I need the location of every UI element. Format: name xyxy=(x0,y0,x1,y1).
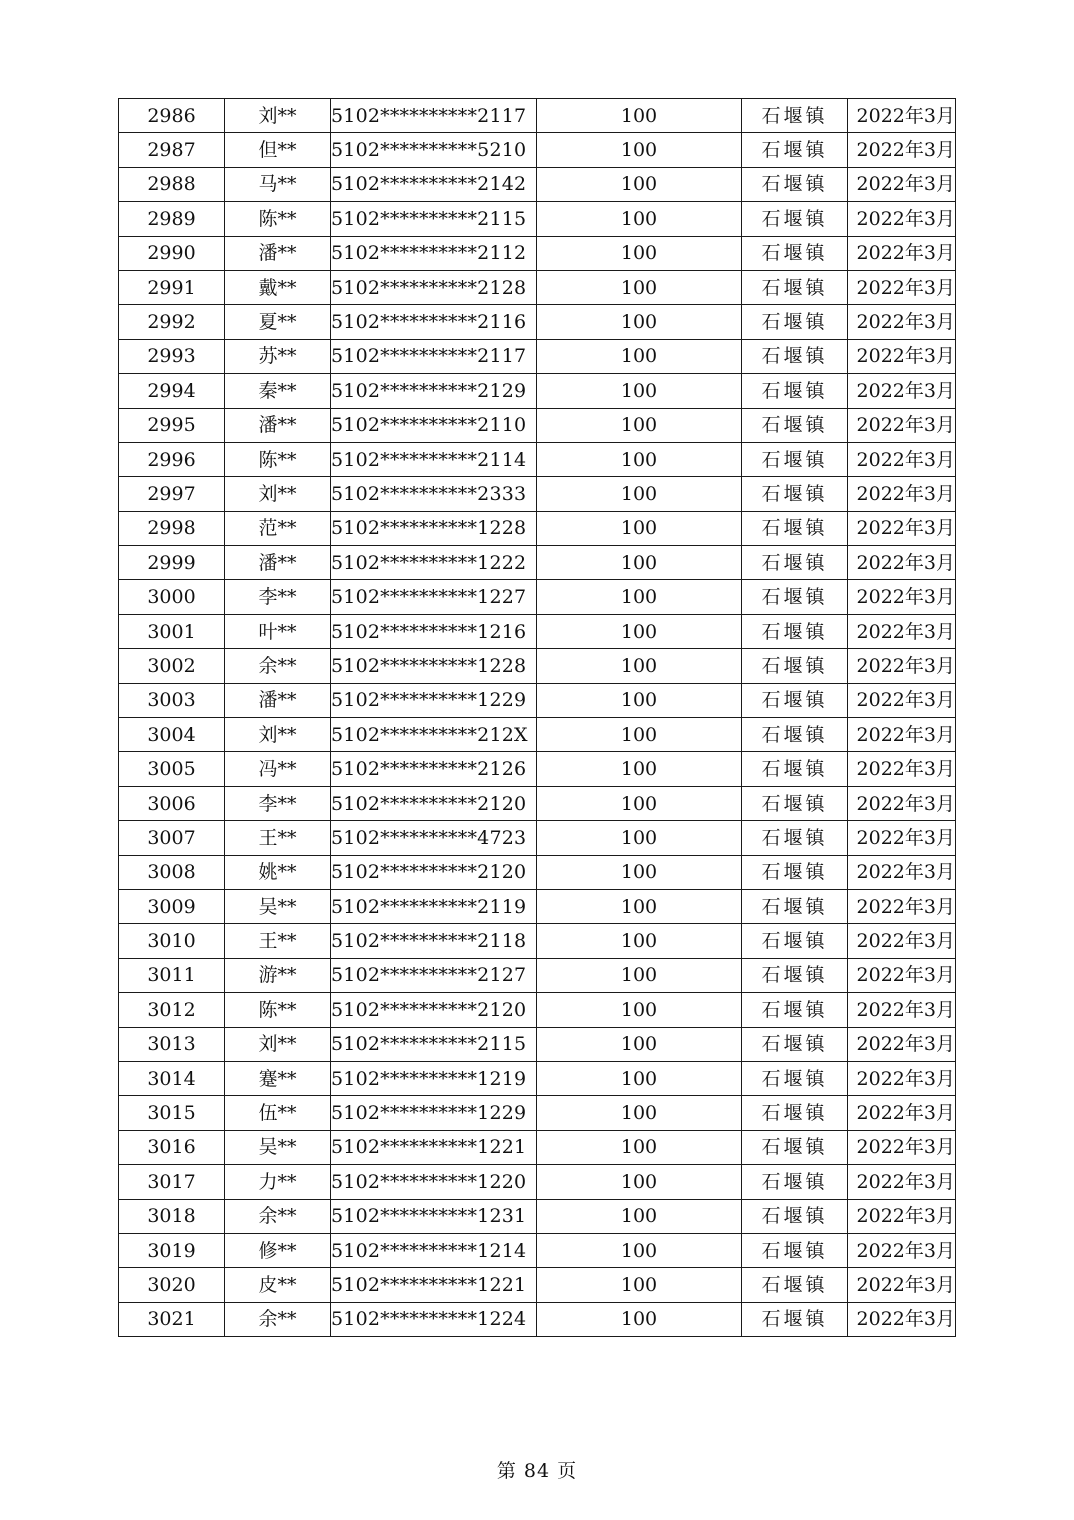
cell-date: 2022年3月 xyxy=(848,1061,956,1095)
cell-date: 2022年3月 xyxy=(848,305,956,339)
cell-seq: 2987 xyxy=(119,133,225,167)
cell-seq: 3005 xyxy=(119,752,225,786)
cell-date: 2022年3月 xyxy=(848,1302,956,1336)
cell-amount: 100 xyxy=(537,236,742,270)
cell-amount: 100 xyxy=(537,1199,742,1233)
cell-name: 夏** xyxy=(225,305,331,339)
cell-id: 5102**********2117 xyxy=(331,339,537,373)
cell-town: 石堰镇 xyxy=(742,99,848,133)
cell-town: 石堰镇 xyxy=(742,683,848,717)
cell-seq: 3002 xyxy=(119,649,225,683)
cell-date: 2022年3月 xyxy=(848,889,956,923)
cell-seq: 3013 xyxy=(119,1027,225,1061)
cell-amount: 100 xyxy=(537,270,742,304)
table-row xyxy=(119,339,956,373)
cell-town: 石堰镇 xyxy=(742,477,848,511)
cell-id: 5102**********1228 xyxy=(331,649,537,683)
cell-amount: 100 xyxy=(537,1061,742,1095)
cell-seq: 2986 xyxy=(119,99,225,133)
cell-town: 石堰镇 xyxy=(742,614,848,648)
cell-name: 潘** xyxy=(225,236,331,270)
cell-amount: 100 xyxy=(537,99,742,133)
cell-name: 姚** xyxy=(225,855,331,889)
cell-id: 5102**********1222 xyxy=(331,546,537,580)
cell-town: 石堰镇 xyxy=(742,1268,848,1302)
table-row xyxy=(119,1268,956,1302)
cell-date: 2022年3月 xyxy=(848,477,956,511)
cell-amount: 100 xyxy=(537,924,742,958)
cell-town: 石堰镇 xyxy=(742,167,848,201)
cell-date: 2022年3月 xyxy=(848,339,956,373)
cell-id: 5102**********5210 xyxy=(331,133,537,167)
cell-name: 吴** xyxy=(225,889,331,923)
cell-seq: 2992 xyxy=(119,305,225,339)
cell-date: 2022年3月 xyxy=(848,236,956,270)
cell-date: 2022年3月 xyxy=(848,1199,956,1233)
table-row xyxy=(119,546,956,580)
cell-town: 石堰镇 xyxy=(742,718,848,752)
cell-id: 5102**********2126 xyxy=(331,752,537,786)
cell-name: 游** xyxy=(225,958,331,992)
table-row xyxy=(119,477,956,511)
cell-amount: 100 xyxy=(537,408,742,442)
cell-amount: 100 xyxy=(537,855,742,889)
cell-town: 石堰镇 xyxy=(742,1199,848,1233)
cell-name: 刘** xyxy=(225,1027,331,1061)
cell-name: 潘** xyxy=(225,408,331,442)
cell-date: 2022年3月 xyxy=(848,1165,956,1199)
cell-name: 力** xyxy=(225,1165,331,1199)
cell-amount: 100 xyxy=(537,442,742,476)
cell-amount: 100 xyxy=(537,202,742,236)
cell-date: 2022年3月 xyxy=(848,99,956,133)
cell-id: 5102**********2112 xyxy=(331,236,537,270)
table-row xyxy=(119,924,956,958)
cell-name: 但** xyxy=(225,133,331,167)
table-row xyxy=(119,786,956,820)
cell-name: 吴** xyxy=(225,1130,331,1164)
cell-name: 戴** xyxy=(225,270,331,304)
cell-date: 2022年3月 xyxy=(848,649,956,683)
roster-table xyxy=(118,98,956,1337)
cell-town: 石堰镇 xyxy=(742,236,848,270)
cell-date: 2022年3月 xyxy=(848,511,956,545)
cell-amount: 100 xyxy=(537,614,742,648)
cell-id: 5102**********2142 xyxy=(331,167,537,201)
table-row xyxy=(119,1027,956,1061)
cell-town: 石堰镇 xyxy=(742,993,848,1027)
cell-name: 李** xyxy=(225,786,331,820)
cell-id: 5102**********1220 xyxy=(331,1165,537,1199)
cell-seq: 3016 xyxy=(119,1130,225,1164)
cell-seq: 2989 xyxy=(119,202,225,236)
cell-amount: 100 xyxy=(537,649,742,683)
cell-town: 石堰镇 xyxy=(742,786,848,820)
cell-id: 5102**********1224 xyxy=(331,1302,537,1336)
cell-name: 修** xyxy=(225,1233,331,1267)
cell-date: 2022年3月 xyxy=(848,442,956,476)
cell-id: 5102**********2119 xyxy=(331,889,537,923)
cell-id: 5102**********1221 xyxy=(331,1268,537,1302)
table-row xyxy=(119,1061,956,1095)
cell-date: 2022年3月 xyxy=(848,786,956,820)
table-row xyxy=(119,1096,956,1130)
table-row xyxy=(119,408,956,442)
table-row xyxy=(119,1302,956,1336)
cell-seq: 2996 xyxy=(119,442,225,476)
cell-date: 2022年3月 xyxy=(848,1096,956,1130)
cell-date: 2022年3月 xyxy=(848,614,956,648)
cell-id: 5102**********2118 xyxy=(331,924,537,958)
table-row xyxy=(119,580,956,614)
cell-date: 2022年3月 xyxy=(848,683,956,717)
cell-id: 5102**********2110 xyxy=(331,408,537,442)
table-row xyxy=(119,993,956,1027)
cell-name: 范** xyxy=(225,511,331,545)
cell-amount: 100 xyxy=(537,305,742,339)
table-row xyxy=(119,305,956,339)
cell-name: 皮** xyxy=(225,1268,331,1302)
table-row xyxy=(119,958,956,992)
cell-date: 2022年3月 xyxy=(848,993,956,1027)
cell-town: 石堰镇 xyxy=(742,649,848,683)
cell-town: 石堰镇 xyxy=(742,1096,848,1130)
cell-seq: 2991 xyxy=(119,270,225,304)
cell-amount: 100 xyxy=(537,167,742,201)
cell-name: 陈** xyxy=(225,202,331,236)
cell-id: 5102**********1227 xyxy=(331,580,537,614)
cell-id: 5102**********1216 xyxy=(331,614,537,648)
cell-date: 2022年3月 xyxy=(848,374,956,408)
cell-seq: 2994 xyxy=(119,374,225,408)
cell-name: 潘** xyxy=(225,683,331,717)
cell-date: 2022年3月 xyxy=(848,958,956,992)
cell-name: 李** xyxy=(225,580,331,614)
cell-seq: 2997 xyxy=(119,477,225,511)
table-row xyxy=(119,374,956,408)
cell-amount: 100 xyxy=(537,1268,742,1302)
table-row xyxy=(119,1130,956,1164)
cell-amount: 100 xyxy=(537,993,742,1027)
cell-date: 2022年3月 xyxy=(848,133,956,167)
cell-seq: 3018 xyxy=(119,1199,225,1233)
cell-name: 蹇** xyxy=(225,1061,331,1095)
cell-seq: 3021 xyxy=(119,1302,225,1336)
cell-seq: 3000 xyxy=(119,580,225,614)
table-row xyxy=(119,683,956,717)
cell-id: 5102**********2127 xyxy=(331,958,537,992)
cell-id: 5102**********2333 xyxy=(331,477,537,511)
cell-amount: 100 xyxy=(537,821,742,855)
table-row xyxy=(119,889,956,923)
cell-amount: 100 xyxy=(537,718,742,752)
cell-amount: 100 xyxy=(537,889,742,923)
cell-name: 陈** xyxy=(225,442,331,476)
cell-date: 2022年3月 xyxy=(848,718,956,752)
cell-name: 余** xyxy=(225,1302,331,1336)
cell-date: 2022年3月 xyxy=(848,1027,956,1061)
cell-seq: 3017 xyxy=(119,1165,225,1199)
cell-name: 余** xyxy=(225,1199,331,1233)
cell-seq: 3015 xyxy=(119,1096,225,1130)
cell-amount: 100 xyxy=(537,683,742,717)
cell-name: 苏** xyxy=(225,339,331,373)
cell-id: 5102**********2129 xyxy=(331,374,537,408)
cell-name: 余** xyxy=(225,649,331,683)
cell-id: 5102**********1214 xyxy=(331,1233,537,1267)
cell-town: 石堰镇 xyxy=(742,1302,848,1336)
table-row xyxy=(119,1165,956,1199)
cell-seq: 2995 xyxy=(119,408,225,442)
page-number: 第 84 页 xyxy=(496,1460,578,1482)
cell-town: 石堰镇 xyxy=(742,442,848,476)
cell-date: 2022年3月 xyxy=(848,1130,956,1164)
cell-amount: 100 xyxy=(537,477,742,511)
table-row xyxy=(119,202,956,236)
cell-amount: 100 xyxy=(537,1096,742,1130)
cell-id: 5102**********1231 xyxy=(331,1199,537,1233)
cell-id: 5102**********2128 xyxy=(331,270,537,304)
table-row xyxy=(119,752,956,786)
table-row xyxy=(119,1233,956,1267)
cell-seq: 2993 xyxy=(119,339,225,373)
cell-town: 石堰镇 xyxy=(742,1061,848,1095)
table-row xyxy=(119,442,956,476)
cell-town: 石堰镇 xyxy=(742,889,848,923)
cell-date: 2022年3月 xyxy=(848,167,956,201)
cell-seq: 3019 xyxy=(119,1233,225,1267)
cell-name: 叶** xyxy=(225,614,331,648)
table-row xyxy=(119,718,956,752)
cell-id: 5102**********2120 xyxy=(331,786,537,820)
cell-town: 石堰镇 xyxy=(742,408,848,442)
cell-town: 石堰镇 xyxy=(742,339,848,373)
cell-id: 5102**********2116 xyxy=(331,305,537,339)
table-row xyxy=(119,167,956,201)
cell-id: 5102**********1221 xyxy=(331,1130,537,1164)
cell-name: 伍** xyxy=(225,1096,331,1130)
cell-name: 秦** xyxy=(225,374,331,408)
cell-name: 王** xyxy=(225,924,331,958)
table-row xyxy=(119,236,956,270)
table-row xyxy=(119,99,956,133)
cell-id: 5102**********2114 xyxy=(331,442,537,476)
cell-town: 石堰镇 xyxy=(742,133,848,167)
cell-id: 5102**********2117 xyxy=(331,99,537,133)
cell-amount: 100 xyxy=(537,1302,742,1336)
cell-date: 2022年3月 xyxy=(848,202,956,236)
cell-town: 石堰镇 xyxy=(742,1027,848,1061)
roster-table-body xyxy=(119,99,956,1337)
cell-seq: 3004 xyxy=(119,718,225,752)
cell-name: 陈** xyxy=(225,993,331,1027)
cell-name: 马** xyxy=(225,167,331,201)
cell-id: 5102**********1219 xyxy=(331,1061,537,1095)
cell-date: 2022年3月 xyxy=(848,1233,956,1267)
cell-town: 石堰镇 xyxy=(742,1130,848,1164)
cell-name: 潘** xyxy=(225,546,331,580)
cell-amount: 100 xyxy=(537,339,742,373)
cell-amount: 100 xyxy=(537,1233,742,1267)
cell-seq: 3011 xyxy=(119,958,225,992)
cell-date: 2022年3月 xyxy=(848,924,956,958)
cell-town: 石堰镇 xyxy=(742,305,848,339)
cell-town: 石堰镇 xyxy=(742,546,848,580)
cell-id: 5102**********1229 xyxy=(331,1096,537,1130)
cell-seq: 3010 xyxy=(119,924,225,958)
cell-seq: 2999 xyxy=(119,546,225,580)
cell-date: 2022年3月 xyxy=(848,408,956,442)
cell-name: 王** xyxy=(225,821,331,855)
cell-amount: 100 xyxy=(537,580,742,614)
cell-town: 石堰镇 xyxy=(742,511,848,545)
cell-id: 5102**********2115 xyxy=(331,1027,537,1061)
table-row xyxy=(119,133,956,167)
cell-seq: 3009 xyxy=(119,889,225,923)
cell-seq: 2988 xyxy=(119,167,225,201)
cell-seq: 3001 xyxy=(119,614,225,648)
table-row xyxy=(119,614,956,648)
cell-town: 石堰镇 xyxy=(742,924,848,958)
cell-seq: 2998 xyxy=(119,511,225,545)
cell-amount: 100 xyxy=(537,958,742,992)
cell-town: 石堰镇 xyxy=(742,374,848,408)
table-row xyxy=(119,821,956,855)
cell-name: 刘** xyxy=(225,718,331,752)
cell-amount: 100 xyxy=(537,1165,742,1199)
cell-seq: 3020 xyxy=(119,1268,225,1302)
cell-amount: 100 xyxy=(537,133,742,167)
cell-amount: 100 xyxy=(537,1027,742,1061)
cell-amount: 100 xyxy=(537,786,742,820)
cell-amount: 100 xyxy=(537,374,742,408)
cell-seq: 3008 xyxy=(119,855,225,889)
cell-name: 刘** xyxy=(225,477,331,511)
cell-date: 2022年3月 xyxy=(848,752,956,786)
cell-town: 石堰镇 xyxy=(742,1233,848,1267)
cell-town: 石堰镇 xyxy=(742,958,848,992)
cell-town: 石堰镇 xyxy=(742,821,848,855)
cell-id: 5102**********2120 xyxy=(331,993,537,1027)
cell-date: 2022年3月 xyxy=(848,855,956,889)
table-row xyxy=(119,511,956,545)
table-row xyxy=(119,1199,956,1233)
cell-id: 5102**********212X xyxy=(331,718,537,752)
cell-date: 2022年3月 xyxy=(848,270,956,304)
cell-name: 冯** xyxy=(225,752,331,786)
cell-town: 石堰镇 xyxy=(742,202,848,236)
cell-id: 5102**********1229 xyxy=(331,683,537,717)
cell-seq: 2990 xyxy=(119,236,225,270)
cell-id: 5102**********2115 xyxy=(331,202,537,236)
cell-amount: 100 xyxy=(537,752,742,786)
cell-date: 2022年3月 xyxy=(848,821,956,855)
table-row xyxy=(119,855,956,889)
cell-date: 2022年3月 xyxy=(848,1268,956,1302)
cell-name: 刘** xyxy=(225,99,331,133)
cell-seq: 3012 xyxy=(119,993,225,1027)
cell-id: 5102**********4723 xyxy=(331,821,537,855)
cell-town: 石堰镇 xyxy=(742,270,848,304)
cell-amount: 100 xyxy=(537,546,742,580)
table-row xyxy=(119,649,956,683)
cell-date: 2022年3月 xyxy=(848,580,956,614)
cell-seq: 3007 xyxy=(119,821,225,855)
cell-id: 5102**********2120 xyxy=(331,855,537,889)
cell-seq: 3006 xyxy=(119,786,225,820)
cell-town: 石堰镇 xyxy=(742,1165,848,1199)
cell-amount: 100 xyxy=(537,1130,742,1164)
cell-seq: 3003 xyxy=(119,683,225,717)
cell-town: 石堰镇 xyxy=(742,752,848,786)
cell-town: 石堰镇 xyxy=(742,855,848,889)
cell-amount: 100 xyxy=(537,511,742,545)
table-row xyxy=(119,270,956,304)
cell-date: 2022年3月 xyxy=(848,546,956,580)
cell-seq: 3014 xyxy=(119,1061,225,1095)
cell-id: 5102**********1228 xyxy=(331,511,537,545)
cell-town: 石堰镇 xyxy=(742,580,848,614)
